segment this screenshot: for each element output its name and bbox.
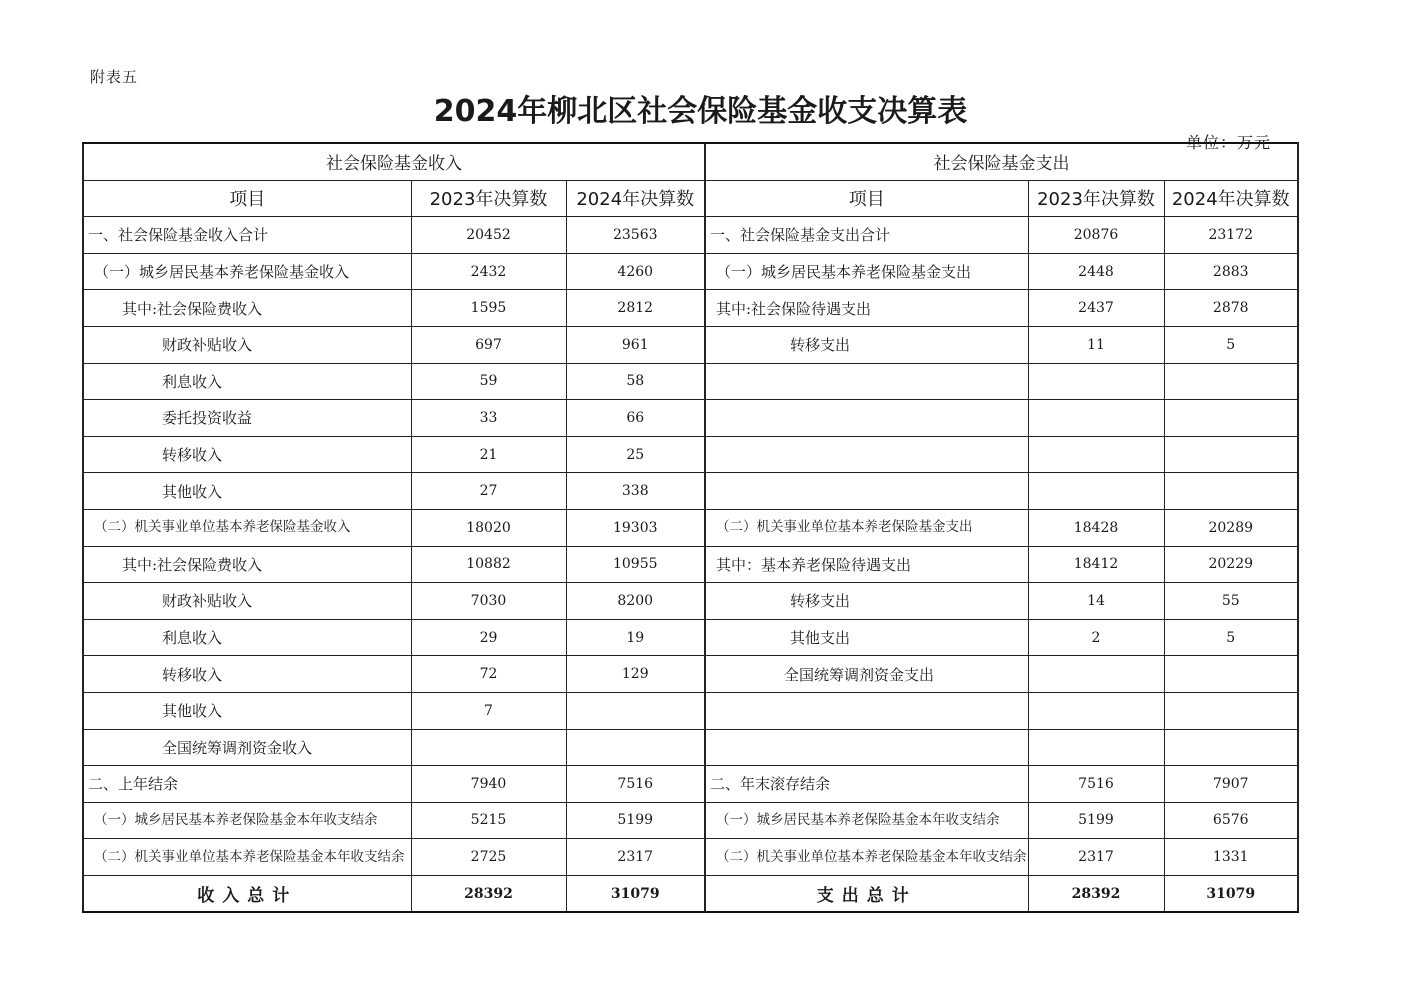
row-label: 委托投资收益 [83, 400, 411, 437]
row-label: （一）城乡居民基本养老保险基金本年收支结余 [705, 802, 1028, 839]
row-label [705, 436, 1028, 473]
table-row [705, 656, 1298, 693]
row-label: 利息收入 [83, 363, 411, 400]
value-2024 [1164, 436, 1298, 473]
value-2024: 338 [566, 473, 705, 510]
table-row [705, 546, 1298, 583]
table-row [83, 546, 705, 583]
table-row [705, 217, 1298, 254]
table-row [705, 290, 1298, 327]
value-2024: 7516 [566, 766, 705, 803]
row-label: 财政补贴收入 [83, 583, 411, 620]
income-section-row [83, 143, 705, 180]
table-row [83, 253, 705, 290]
income-column-header: 2024年决算数 [566, 180, 705, 217]
value-2024: 2317 [566, 839, 705, 876]
value-2023 [1028, 692, 1164, 729]
table-row [83, 692, 705, 729]
row-label: 其中：基本养老保险待遇支出 [705, 546, 1028, 583]
row-label: （二）机关事业单位基本养老保险基金本年收支结余 [83, 839, 411, 876]
value-2024: 1331 [1164, 839, 1298, 876]
value-2024: 10955 [566, 546, 705, 583]
value-2023: 33 [411, 400, 566, 437]
value-2023: 20452 [411, 217, 566, 254]
table-row [705, 253, 1298, 290]
row-label: 其他收入 [83, 473, 411, 510]
income-total-2024: 31079 [566, 875, 705, 912]
row-label [705, 473, 1028, 510]
value-2023: 14 [1028, 583, 1164, 620]
row-label: （一）城乡居民基本养老保险基金支出 [705, 253, 1028, 290]
value-2023: 2437 [1028, 290, 1164, 327]
row-label: 财政补贴收入 [83, 326, 411, 363]
value-2024 [566, 729, 705, 766]
value-2023: 7030 [411, 583, 566, 620]
value-2024: 7907 [1164, 766, 1298, 803]
row-label: 其他收入 [83, 692, 411, 729]
value-2024: 23563 [566, 217, 705, 254]
value-2023 [411, 729, 566, 766]
value-2023: 7 [411, 692, 566, 729]
row-label: （一）城乡居民基本养老保险基金收入 [83, 253, 411, 290]
table-row [83, 802, 705, 839]
expense-total-2024: 31079 [1164, 875, 1298, 912]
expense-header-row [705, 180, 1298, 217]
value-2023: 2432 [411, 253, 566, 290]
value-2024 [1164, 692, 1298, 729]
value-2024: 6576 [1164, 802, 1298, 839]
income-column-header: 项目 [83, 180, 411, 217]
expense-total-row [705, 875, 1298, 912]
table-row [83, 400, 705, 437]
income-table [82, 142, 706, 913]
table-row [705, 729, 1298, 766]
value-2023: 20876 [1028, 217, 1164, 254]
row-label: 二、年末滚存结余 [705, 766, 1028, 803]
value-2024: 20289 [1164, 509, 1298, 546]
table-row [705, 692, 1298, 729]
table-row [705, 766, 1298, 803]
row-label [705, 692, 1028, 729]
table-row [705, 619, 1298, 656]
value-2024: 55 [1164, 583, 1298, 620]
table-row [83, 839, 705, 876]
table-row [83, 729, 705, 766]
row-label: 一、社会保险基金支出合计 [705, 217, 1028, 254]
table-row [83, 509, 705, 546]
value-2023: 11 [1028, 326, 1164, 363]
row-label: 其他支出 [705, 619, 1028, 656]
row-label: （二）机关事业单位基本养老保险基金收入 [83, 509, 411, 546]
table-row [705, 400, 1298, 437]
value-2023 [1028, 400, 1164, 437]
value-2023: 18428 [1028, 509, 1164, 546]
value-2024: 19 [566, 619, 705, 656]
value-2023: 18020 [411, 509, 566, 546]
row-label: 转移收入 [83, 436, 411, 473]
value-2024 [566, 692, 705, 729]
value-2024: 2883 [1164, 253, 1298, 290]
row-label: 其中:社会保险费收入 [83, 290, 411, 327]
row-label: 其中:社会保险费收入 [83, 546, 411, 583]
value-2024 [1164, 400, 1298, 437]
value-2024: 4260 [566, 253, 705, 290]
value-2023: 1595 [411, 290, 566, 327]
expense-total-label: 支出总计 [705, 875, 1028, 912]
value-2024: 2812 [566, 290, 705, 327]
row-label: （二）机关事业单位基本养老保险基金本年收支结余 [705, 839, 1028, 876]
row-label: 全国统筹调剂资金收入 [83, 729, 411, 766]
value-2024: 961 [566, 326, 705, 363]
table-row [705, 326, 1298, 363]
expense-section-row [705, 143, 1298, 180]
table-row [705, 802, 1298, 839]
value-2023 [1028, 436, 1164, 473]
value-2024 [1164, 363, 1298, 400]
value-2023 [1028, 363, 1164, 400]
expense-column-header: 2023年决算数 [1028, 180, 1164, 217]
row-label [705, 729, 1028, 766]
value-2023: 2 [1028, 619, 1164, 656]
unit-label: 单位：万元 [1186, 133, 1272, 152]
value-2023: 5199 [1028, 802, 1164, 839]
row-label: 二、上年结余 [83, 766, 411, 803]
table-row [83, 583, 705, 620]
value-2023: 27 [411, 473, 566, 510]
table-row [83, 217, 705, 254]
income-section-title: 社会保险基金收入 [83, 143, 705, 180]
income-header-row [83, 180, 705, 217]
value-2024: 2878 [1164, 290, 1298, 327]
table-row [705, 509, 1298, 546]
value-2024: 5 [1164, 619, 1298, 656]
table-row [83, 363, 705, 400]
value-2024 [1164, 473, 1298, 510]
expense-table [704, 142, 1299, 913]
value-2024: 66 [566, 400, 705, 437]
row-label: 转移支出 [705, 326, 1028, 363]
row-label: （一）城乡居民基本养老保险基金本年收支结余 [83, 802, 411, 839]
income-total-2023: 28392 [411, 875, 566, 912]
value-2023: 10882 [411, 546, 566, 583]
value-2023: 72 [411, 656, 566, 693]
row-label [705, 363, 1028, 400]
expense-column-header: 2024年决算数 [1164, 180, 1298, 217]
value-2024: 20229 [1164, 546, 1298, 583]
table-row [705, 583, 1298, 620]
table-row [705, 839, 1298, 876]
value-2023: 21 [411, 436, 566, 473]
row-label: 一、社会保险基金收入合计 [83, 217, 411, 254]
table-row [83, 436, 705, 473]
value-2024 [1164, 656, 1298, 693]
table-row [83, 656, 705, 693]
table-row [83, 326, 705, 363]
table-row [705, 436, 1298, 473]
value-2023: 2317 [1028, 839, 1164, 876]
value-2023: 7516 [1028, 766, 1164, 803]
expense-total-2023: 28392 [1028, 875, 1164, 912]
expense-column-header: 项目 [705, 180, 1028, 217]
value-2024: 25 [566, 436, 705, 473]
value-2023 [1028, 729, 1164, 766]
expense-section-title: 社会保险基金支出 [705, 143, 1298, 180]
value-2023: 29 [411, 619, 566, 656]
value-2023: 59 [411, 363, 566, 400]
table-row [83, 766, 705, 803]
value-2023: 7940 [411, 766, 566, 803]
value-2024: 129 [566, 656, 705, 693]
value-2023: 2725 [411, 839, 566, 876]
row-label: 转移支出 [705, 583, 1028, 620]
table-row [83, 473, 705, 510]
row-label: 全国统筹调剂资金支出 [705, 656, 1028, 693]
value-2024: 5199 [566, 802, 705, 839]
value-2024: 5 [1164, 326, 1298, 363]
income-total-row [83, 875, 705, 912]
income-column-header: 2023年决算数 [411, 180, 566, 217]
value-2023: 2448 [1028, 253, 1164, 290]
table-row [705, 473, 1298, 510]
row-label: 利息收入 [83, 619, 411, 656]
value-2023 [1028, 473, 1164, 510]
value-2023 [1028, 656, 1164, 693]
income-total-label: 收入总计 [83, 875, 411, 912]
row-label [705, 400, 1028, 437]
row-label: （二）机关事业单位基本养老保险基金支出 [705, 509, 1028, 546]
row-label: 其中:社会保险待遇支出 [705, 290, 1028, 327]
table-row [83, 619, 705, 656]
value-2024: 23172 [1164, 217, 1298, 254]
row-label: 转移收入 [83, 656, 411, 693]
value-2023: 5215 [411, 802, 566, 839]
value-2023: 697 [411, 326, 566, 363]
value-2024: 58 [566, 363, 705, 400]
value-2024: 8200 [566, 583, 705, 620]
table-row [705, 363, 1298, 400]
attachment-label: 附表五 [90, 68, 139, 86]
value-2024 [1164, 729, 1298, 766]
value-2024: 19303 [566, 509, 705, 546]
value-2023: 18412 [1028, 546, 1164, 583]
page-title: 2024年柳北区社会保险基金收支决算表 [433, 94, 968, 129]
table-row [83, 290, 705, 327]
